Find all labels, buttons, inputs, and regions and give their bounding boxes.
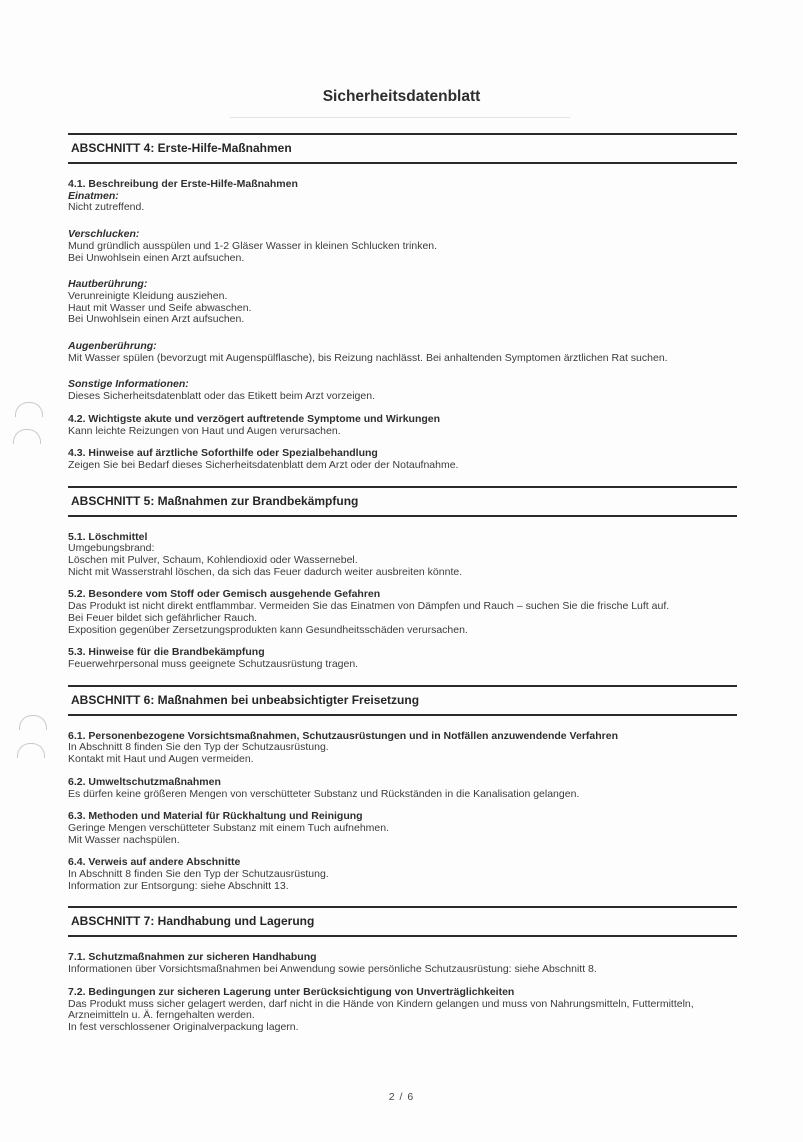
paragraph bbox=[68, 448, 737, 471]
paragraph-label: Hautberührung: bbox=[68, 278, 148, 291]
section-header: ABSCHNITT 7: Handhabung und Lagerung bbox=[71, 914, 315, 929]
section bbox=[68, 486, 737, 671]
paragraph-line: Mit Wasser nachspülen. bbox=[68, 833, 180, 846]
paragraph bbox=[68, 279, 737, 326]
paragraph-heading: 7.1. Schutzmaßnahmen zur sicheren Handhabung bbox=[68, 951, 317, 964]
paragraph-line: In Abschnitt 8 finden Sie den Typ der Schutzausrüstung. bbox=[68, 868, 329, 881]
paragraph-line: Löschen mit Pulver, Schaum, Kohlendioxid oder Wassernebel. bbox=[68, 554, 358, 567]
paragraph-heading: 7.2. Bedingungen zur sicheren Lagerung unter Berücksichtigung von Unverträglichkeiten bbox=[68, 985, 515, 998]
section-body bbox=[68, 731, 737, 893]
paragraph-heading: 5.3. Hinweise für die Brandbekämpfung bbox=[68, 646, 265, 659]
paragraph bbox=[68, 589, 737, 636]
paragraph bbox=[68, 777, 737, 800]
paragraph-line: In fest verschlossener Originalverpackung lagern. bbox=[68, 1020, 299, 1033]
punch-hole-arc bbox=[17, 743, 45, 758]
paragraph-line: Es dürfen keine größeren Mengen von verschütteter Substanz und Rückständen in die Kanalisation gelangen. bbox=[68, 787, 580, 800]
section-body bbox=[68, 532, 737, 671]
paragraph-line: Informationen über Vorsichtsmaßnahmen bei Anwendung sowie persönliche Schutzausrüstung: siehe Abschnitt 8. bbox=[68, 963, 597, 976]
punch-hole-arc bbox=[13, 429, 41, 444]
paragraph-line: Kontakt mit Haut und Augen vermeiden. bbox=[68, 753, 254, 766]
section-header-bar bbox=[68, 685, 737, 716]
paragraph bbox=[68, 414, 737, 437]
paragraph-line: Information zur Entsorgung: siehe Abschnitt 13. bbox=[68, 879, 289, 892]
paragraph bbox=[68, 857, 737, 892]
paragraph-heading: 4.3. Hinweise auf ärztliche Soforthilfe oder Spezialbehandlung bbox=[68, 447, 378, 460]
section-header-bar bbox=[68, 486, 737, 517]
paragraph-line: Kann leichte Reizungen von Haut und Augen verursachen. bbox=[68, 424, 341, 437]
paragraph-line: Feuerwehrpersonal muss geeignete Schutzausrüstung tragen. bbox=[68, 657, 359, 670]
paragraph-line: Exposition gegenüber Zersetzungsprodukten kann Gesundheitsschäden verursachen. bbox=[68, 623, 468, 636]
paragraph bbox=[68, 229, 737, 264]
paragraph-line: Bei Unwohlsein einen Arzt aufsuchen. bbox=[68, 251, 245, 264]
paragraph bbox=[68, 647, 737, 670]
paragraph-line: Dieses Sicherheitsdatenblatt oder das Etikett beim Arzt vorzeigen. bbox=[68, 390, 375, 403]
title-underline bbox=[230, 117, 570, 118]
section-header: ABSCHNITT 6: Maßnahmen bei unbeabsichtigter Freisetzung bbox=[71, 692, 420, 707]
punch-hole-arc bbox=[15, 402, 43, 417]
paragraph-heading: 6.1. Personenbezogene Vorsichtsmaßnahmen, Schutzausrüstungen und in Notfällen anzuwendende Verfahren bbox=[68, 729, 618, 742]
paragraph bbox=[68, 987, 737, 1034]
paragraph-heading: 4.2. Wichtigste akute und verzögert auftretende Symptome und Wirkungen bbox=[68, 412, 441, 425]
paragraph bbox=[68, 731, 737, 766]
punch-hole-arc bbox=[19, 715, 47, 730]
paragraph-line: Nicht zutreffend. bbox=[68, 201, 145, 214]
paragraph bbox=[68, 341, 737, 364]
paragraph bbox=[68, 532, 737, 579]
section bbox=[68, 906, 737, 1033]
paragraph-line: Verunreinigte Kleidung ausziehen. bbox=[68, 289, 228, 302]
paragraph-line: Das Produkt muss sicher gelagert werden, darf nicht in die Hände von Kindern gelangen und muss von Nahrungsmitteln, Futtermitteln, bbox=[68, 997, 694, 1010]
paragraph-heading: 6.4. Verweis auf andere Abschnitte bbox=[68, 856, 241, 869]
paragraph-label: Augenberührung: bbox=[68, 340, 157, 353]
section-header-bar bbox=[68, 906, 737, 937]
page-number: 2 / 6 bbox=[388, 1091, 415, 1103]
paragraph-label: Verschlucken: bbox=[68, 228, 140, 241]
paragraph-heading: 6.2. Umweltschutzmaßnahmen bbox=[68, 775, 221, 788]
paragraph-heading: 5.2. Besondere vom Stoff oder Gemisch ausgehende Gefahren bbox=[68, 588, 381, 601]
section bbox=[68, 685, 737, 893]
section-body bbox=[68, 952, 737, 1033]
paragraph-line: Mit Wasser spülen (bevorzugt mit Augenspülflasche), bis Reizung nachlässt. Bei anhaltenden Symptomen ärztlichen Rat suchen. bbox=[68, 351, 668, 364]
paragraph-label: Einatmen: bbox=[68, 189, 119, 202]
paragraph-line: Das Produkt ist nicht direkt entflammbar. Vermeiden Sie das Einatmen von Dämpfen und Rauch – suchen Sie die frische Luft auf. bbox=[68, 600, 670, 613]
paragraph-heading: 6.3. Methoden und Material für Rückhaltung und Reinigung bbox=[68, 810, 363, 823]
section-header-bar bbox=[68, 133, 737, 164]
section-header: ABSCHNITT 4: Erste-Hilfe-Maßnahmen bbox=[71, 141, 292, 155]
paragraph-line: Arzneimitteln u. Ä. ferngehalten werden. bbox=[68, 1009, 255, 1022]
paragraph-line: Bei Feuer bildet sich gefährlicher Rauch. bbox=[68, 611, 258, 624]
paragraph-line: Zeigen Sie bei Bedarf dieses Sicherheitsdatenblatt dem Arzt oder der Notaufnahme. bbox=[68, 458, 459, 471]
paragraph bbox=[68, 952, 737, 975]
paragraph-line: Umgebungsbrand: bbox=[68, 542, 155, 555]
section-body bbox=[68, 179, 737, 472]
document-title: Sicherheitsdatenblatt bbox=[322, 88, 481, 105]
paragraph bbox=[68, 379, 737, 402]
paragraph-heading: 5.1. Löschmittel bbox=[68, 530, 148, 543]
paragraph-label: Sonstige Informationen: bbox=[68, 378, 189, 391]
paragraph-heading: 4.1. Beschreibung der Erste-Hilfe-Maßnahmen bbox=[68, 178, 298, 190]
paragraph bbox=[68, 179, 737, 214]
paragraph-line: In Abschnitt 8 finden Sie den Typ der Schutzausrüstung. bbox=[68, 741, 329, 754]
paragraph-line: Nicht mit Wasserstrahl löschen, da sich das Feuer dadurch weiter ausbreiten könnte. bbox=[68, 565, 463, 578]
paragraph bbox=[68, 811, 737, 846]
paragraph-line: Haut mit Wasser und Seife abwaschen. bbox=[68, 301, 252, 314]
paragraph-line: Geringe Mengen verschütteter Substanz mit einem Tuch aufnehmen. bbox=[68, 821, 390, 834]
section bbox=[68, 133, 737, 472]
paragraph-line: Mund gründlich ausspülen und 1-2 Gläser Wasser in kleinen Schlucken trinken. bbox=[68, 239, 438, 252]
section-header: ABSCHNITT 5: Maßnahmen zur Brandbekämpfung bbox=[71, 493, 359, 508]
document-content bbox=[68, 133, 737, 1034]
paragraph-line: Bei Unwohlsein einen Arzt aufsuchen. bbox=[68, 313, 245, 326]
